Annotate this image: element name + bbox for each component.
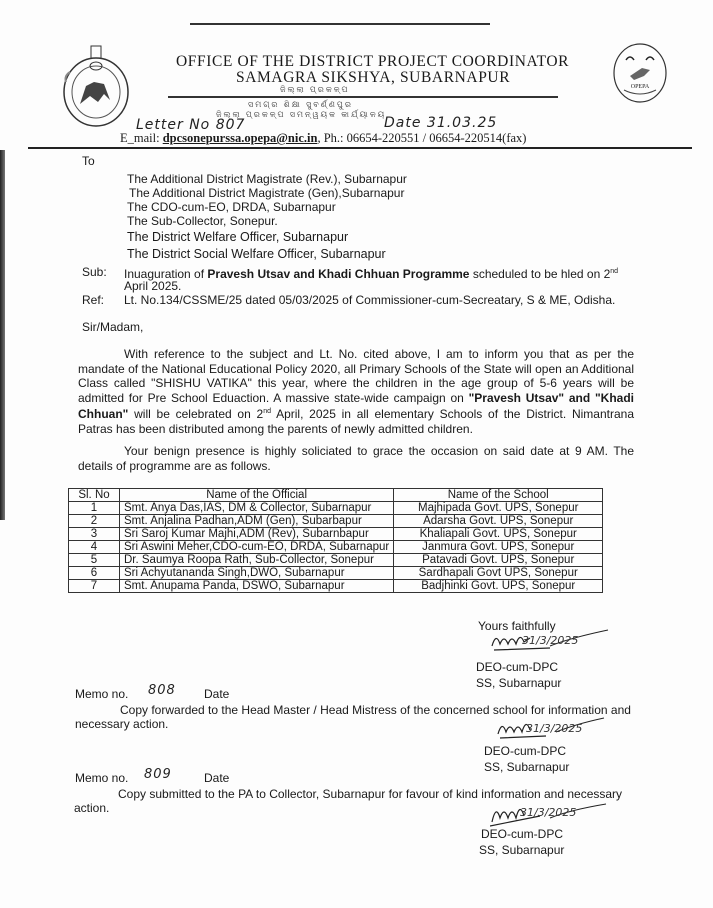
programme-table xyxy=(68,488,603,593)
phone-numbers: , Ph.: 06654-220551 / 06654-220514(fax) xyxy=(317,131,527,145)
header-school: Name of the School xyxy=(394,489,603,502)
recipient: The District Welfare Officer, Subarnapur xyxy=(127,230,349,244)
table-row: 7 Smt. Anupama Panda, DSWO, Subarnapur Badjhinki Govt. UPS, Sonepur xyxy=(69,580,603,593)
memo-1-office: SS, Subarnapur xyxy=(484,760,570,774)
email-address[interactable]: dpcsonepurssa.opepa@nic.in xyxy=(162,131,318,145)
body-paragraph-1: With reference to the subject and Lt. No. cited above, I am to inform you that as per the mandate of the National Educational Policy 2020, all Primary Schools of the State will open an Additional Class called "SHISHU VATIKA" this year, where the children in the age group of 5-6 years will be admitted for Pre School Eduaction. A massive state-wide campaign on "Pravesh Utsav" and "Khadi Chhuan" will be celebrated on 2nd April, 2025 in all elementary Schools of the District. Nimantrana Patras has been distributed among the parents of newly admitted children. xyxy=(78,347,635,436)
memo-1-number-handwritten: 808 xyxy=(148,683,176,698)
signature-date: 31/3/2025 xyxy=(526,722,583,735)
office-title-line2: SAMAGRA SIKSHYA, SUBARNAPUR xyxy=(236,69,511,86)
scan-top-line xyxy=(190,23,490,25)
subject-programme: Pravesh Utsav and Khadi Chhuan Programme xyxy=(207,267,470,281)
table-row: 5 Dr. Saumya Roopa Rath, Sub-Collector, Sonepur Patavadi Govt. UPS, Sonepur xyxy=(69,554,603,567)
memo-1-date-label: Date xyxy=(204,687,230,701)
recipients-list xyxy=(127,172,407,261)
opepa-logo-icon xyxy=(612,42,668,104)
header-official: Name of the Official xyxy=(120,489,394,502)
reference-text: Lt. No.134/CSSME/25 dated 05/03/2025 of Commissioner-cum-Secreatary, S & ME, Odisha. xyxy=(124,293,616,307)
signature-date: 31/3/2025 xyxy=(522,634,579,647)
memo-2-designation: DEO-cum-DPC xyxy=(481,827,564,841)
memo-1-designation: DEO-cum-DPC xyxy=(484,744,567,758)
body-paragraph-2: Your benign presence is highly soliciated to grace the occasion on said date at 9 AM. The details of programme are as follows. xyxy=(78,444,634,473)
svg-text:OPEPA: OPEPA xyxy=(630,84,650,90)
letter-date-handwritten: Date 31.03.25 xyxy=(384,115,498,131)
memo-1-text-line2: necessary action. xyxy=(75,717,169,731)
header-divider xyxy=(28,147,692,149)
table-row: 3 Sri Saroj Kumar Majhi,ADM (Rev), Subarnbapur Khaliapali Govt. UPS, Sonepur xyxy=(69,528,603,541)
closing: Yours faithfully xyxy=(478,619,556,633)
table-row: 1 Smt. Anya Das,IAS, DM & Collector, Subarnapur Majhipada Govt. UPS, Sonepur xyxy=(69,502,603,515)
reference-label: Ref: xyxy=(82,293,105,307)
contact-line xyxy=(120,131,526,146)
recipient: The Additional District Magistrate (Gen),Subarnapur xyxy=(129,186,405,200)
odia-header-line1: ଜିଲ୍ଲା ପ୍ରକଳ୍ପ xyxy=(280,85,350,94)
memo-2-office: SS, Subarnapur xyxy=(479,843,565,857)
letter-number-handwritten: Letter No 807 xyxy=(136,117,246,133)
odisha-emblem-icon xyxy=(58,42,134,130)
subject-label: Sub: xyxy=(82,265,107,279)
subject-text: Inuaguration of Pravesh Utsav and Khadi Chhuan Programme scheduled to be hled on 2nd xyxy=(124,267,619,281)
table-header-row xyxy=(69,489,603,502)
scan-edge-shadow xyxy=(0,150,5,520)
subject-text-line2: April 2025. xyxy=(124,279,182,293)
recipient: The CDO-cum-EO, DRDA, Subarnapur xyxy=(127,200,336,214)
office: SS, Subarnapur xyxy=(476,676,562,690)
email-label: E_mail: xyxy=(120,131,160,145)
memo-2-number-handwritten: 809 xyxy=(144,767,172,782)
recipient: The Sub-Collector, Sonepur. xyxy=(127,214,278,228)
memo-2-text-line1: Copy submitted to the PA to Collector, Subarnapur for favour of kind information and necessary xyxy=(118,787,623,801)
odia-header-line3: ଜିଲ୍ଲା ପ୍ରକଳ୍ପ ସମନ୍ୱୟକ କାର୍ଯ୍ୟାଳୟ xyxy=(216,110,387,119)
recipient: The Additional District Magistrate (Rev.), Subarnapur xyxy=(127,172,407,186)
recipient: The District Social Welfare Officer, Subarnapur xyxy=(127,247,386,261)
salutation: Sir/Madam, xyxy=(82,320,144,334)
table-row: 2 Smt. Anjalina Padhan,ADM (Gen), Subarbapur Adarsha Govt. UPS, Sonepur xyxy=(69,515,603,528)
campaign-names: "Pravesh Utsav" and "Khadi Chhuan" xyxy=(78,390,635,421)
to-label: To xyxy=(82,154,95,168)
memo-2-label: Memo no. xyxy=(75,771,129,785)
memo-2-date-label: Date xyxy=(204,771,230,785)
odia-header-line2: ସମଗ୍ର ଶିକ୍ଷା ସୁବର୍ଣ୍ଣପୁର xyxy=(248,100,353,109)
memo-2-text-line2: action. xyxy=(74,801,110,815)
table-row: 6 Sri Achyutananda Singh,DWO, Subarnapur Sardhapali Govt UPS, Sonepur xyxy=(69,567,603,580)
office-title-line1: OFFICE OF THE DISTRICT PROJECT COORDINATOR xyxy=(176,53,570,70)
signature-date: 31/3/2025 xyxy=(520,806,577,819)
header-ornament-line xyxy=(168,96,558,98)
header-sl-no: Sl. No xyxy=(69,489,120,502)
designation: DEO-cum-DPC xyxy=(476,660,559,674)
table-row: 4 Sri Aswini Meher,CDO-cum-EO, DRDA, Subarnapur Janmura Govt. UPS, Sonepur xyxy=(69,541,603,554)
memo-1-label: Memo no. xyxy=(75,687,129,701)
memo-1-text-line1: Copy forwarded to the Head Master / Head Mistress of the concerned school for information and xyxy=(120,703,631,717)
